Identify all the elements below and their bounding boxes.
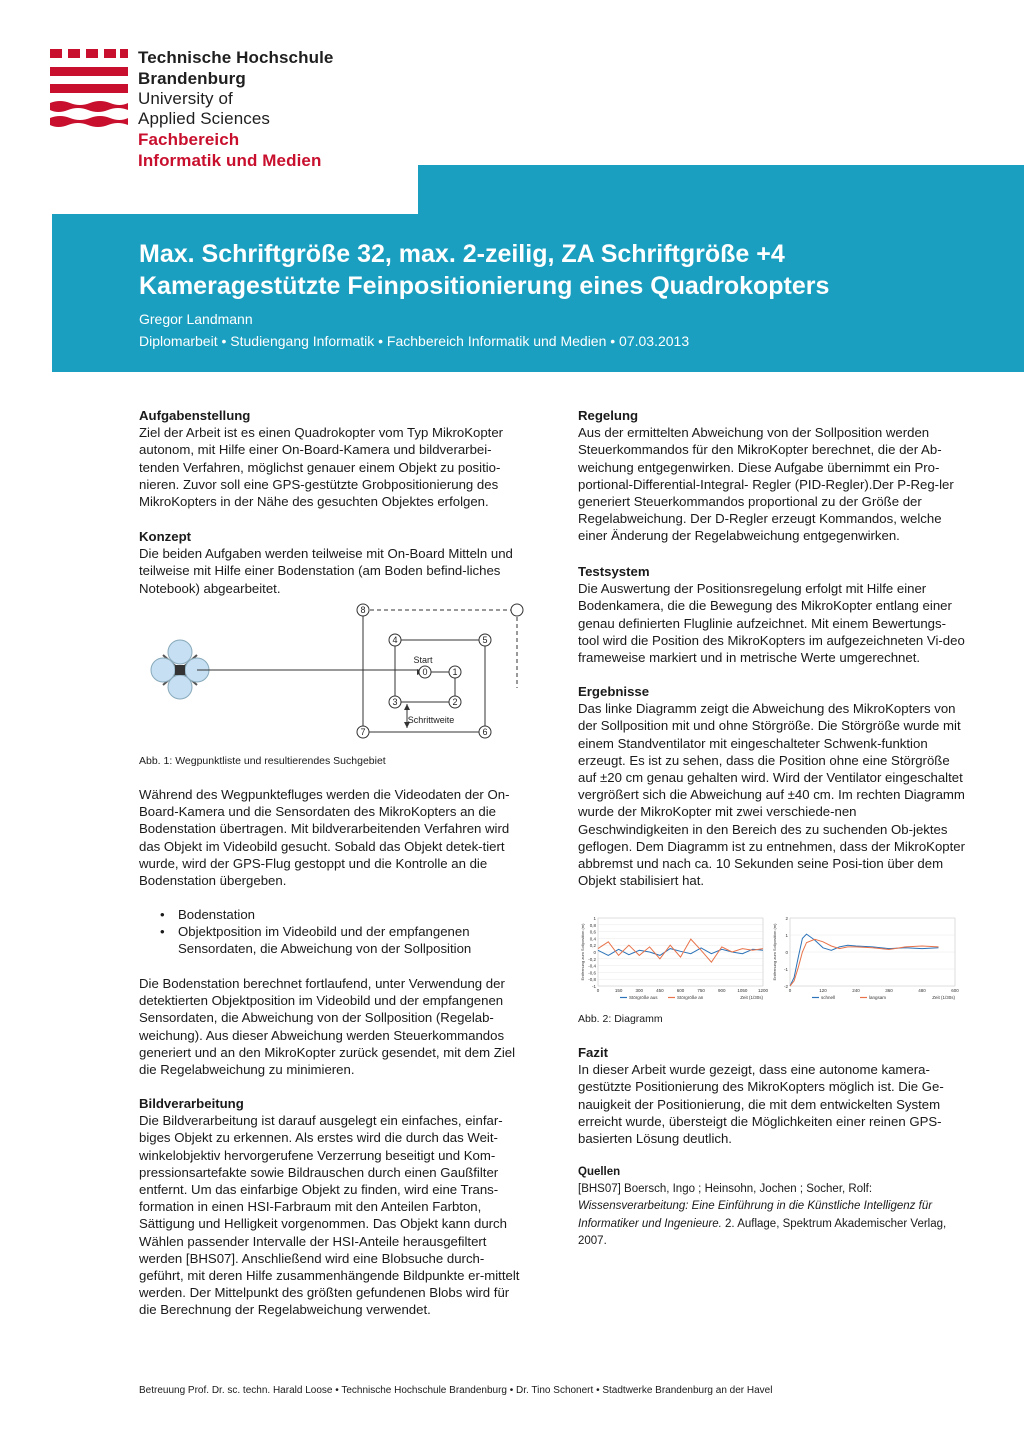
y-axis-label: Entfernung zum Sollposition (m)	[772, 923, 777, 981]
section-ergebnisse	[578, 683, 966, 889]
x-tick-label: 900	[717, 988, 726, 993]
y-tick-label: -1	[783, 967, 788, 972]
institution-name-line3: University of	[138, 89, 233, 108]
test-heading: Testsystem	[578, 564, 650, 579]
figure2-caption: Abb. 2: Diagramm	[578, 1013, 663, 1025]
legend-label: schnell	[821, 995, 836, 1000]
x-tick-label: 480	[918, 988, 926, 993]
regelung-heading: Regelung	[578, 408, 639, 423]
legend-label: Störgröße an	[677, 995, 704, 1000]
x-tick-label: 360	[885, 988, 893, 993]
konzept-text: Die beiden Aufgaben werden teilweise mit On-Board Mitteln und teilweise mit Hilfe einer Bodenstation (am Boden befind-liches Notebook) abgearbeitet.	[139, 546, 513, 596]
y-tick-label: -1	[591, 984, 596, 989]
chart-left	[578, 912, 768, 1004]
y-tick-label: 0,6	[589, 929, 596, 935]
section-bildverarbeitung	[139, 1095, 527, 1319]
ref-authors: [BHS07] Boersch, Ingo ; Heinsohn, Jochen ; Socher, Rolf:	[578, 1183, 873, 1196]
x-tick-label: 0	[596, 988, 600, 993]
y-tick-label: -0,2	[588, 956, 596, 962]
y-tick-label: 0	[785, 950, 788, 955]
waypoints-text: Während des Wegpunktefluges werden die Videodaten der On-Board-Kamera und die Sensordaten des MikroKopters an die Bodenstation übertragen. Mit bildverarbeitenden Verfahren wird das Objekt im Videobild gesucht. Sobald das Objekt detek-tiert wurde, wird der GPS-Flug gestoppt und die Kontrolle an die Bodenstation übergeben.	[139, 787, 510, 889]
x-tick-label: 1200	[757, 988, 768, 993]
x-tick-label: 120	[819, 988, 827, 993]
waypoint-2-label: 2	[452, 697, 458, 707]
waypoint-4-label: 4	[392, 635, 398, 645]
erg-heading: Ergebnisse	[578, 684, 650, 699]
legend-label: langsam	[869, 995, 887, 1000]
waypoint-1-label: 1	[452, 667, 458, 677]
department-line2: Informatik und Medien	[138, 151, 322, 170]
y-tick-label: 0,4	[589, 936, 596, 942]
x-tick-label: 600	[951, 988, 959, 993]
paragraph-waypoints	[139, 786, 529, 889]
banner-tab	[418, 165, 1024, 215]
legend-label: Störgröße aus	[629, 995, 658, 1000]
y-tick-label: -0,6	[588, 970, 596, 976]
waypoint-5-label: 5	[482, 635, 488, 645]
section-fazit	[578, 1044, 966, 1147]
erg-text: Das linke Diagramm zeigt die Abweichung des MikroKopters von der Sollposition mit und ohne Störgröße. Die Störgröße wurde mit einem Standventilator mit eingeschalteter Schwenk-funktion erzeugt. Es ist zu sehen, dass die Position ohne eine Störgröße auf ±20 cm genau gehalten wird. Wird der Ventilator eingeschaltet vergrößert sich die Abweichung auf ±40 cm. Im rechten Diagramm wurde der MikroKopter mit zwei verschiede-nen Geschwindigkeiten in den Bereich des zu suchenden Ob-jektes geflogen. Dem Diagramm ist zu entnehmen, dass der MikroKopter abbremst und nach ca. 10 Sekunden seine Posi-tion über dem Objekt stabilisiert hat.	[578, 701, 966, 889]
x-tick-label: 750	[697, 988, 705, 993]
y-tick-label: -2	[783, 984, 788, 989]
aufgabe-heading: Aufgabenstellung	[139, 408, 251, 423]
meta-line: Diplomarbeit • Studiengang Informatik • Fachbereich Informatik und Medien • 07.03.2013	[139, 333, 690, 349]
bullet-list	[160, 906, 500, 958]
y-tick-label: 2	[785, 916, 788, 921]
x-axis-label: Zeit (1/30s)	[740, 995, 763, 1000]
start-label: Start	[413, 655, 433, 665]
chart-right	[770, 912, 960, 1004]
konzept-heading: Konzept	[139, 529, 192, 544]
university-logo-icon	[50, 47, 130, 127]
title-line1: Max. Schriftgröße 32, max. 2-zeilig, ZA Schriftgröße +4	[139, 240, 785, 268]
aufgabe-text: Ziel der Arbeit ist es einen Quadrokopter vom Typ MikroKopter autonom, mit Hilfe einer On-Board-Kamera und bildverarbei-tenden Verfahren, möglichst genauer einem Objekt zu positio-nieren. Zuvor soll eine GPS-gestützte Grobpositionierung des MikroKopters in der Nähe des gesuchten Objektes erfolgen.	[139, 425, 504, 510]
waypoint-3-label: 3	[392, 697, 398, 707]
department-line1: Fachbereich	[138, 130, 240, 149]
y-tick-label: -0,8	[588, 977, 596, 983]
list-item: • Objektposition im Videobild und der empfangenen Sensordaten, die Abweichung von der Sollposition	[160, 924, 472, 957]
y-tick-label: -0,4	[588, 963, 596, 969]
ref-title: Wissensverarbeitung: Eine Einführung in die Künstliche Intelligenz für Informatiker und Ingenieure.	[578, 1200, 933, 1230]
waypoint-diagram	[145, 600, 530, 745]
section-regelung	[578, 407, 966, 545]
regelung-text: Aus der ermittelten Abweichung von der Sollposition werden Steuerkommandos für den MikroKopter berechnet, die der Ab-weichung entgegenwirken. Diese Aufgabe übernimmt ein Pro-portional-Differential-Integral- Regler (PID-Regler).Der P-Reg-ler generiert Steuerkommandos proportional zu der Größe der Regelabweichung. Der D-Regler erzeugt Kommandos, welche einer Änderung der Regelabweichung entgegenwirken.	[578, 425, 954, 544]
fazit-text: In dieser Arbeit wurde gezeigt, dass eine autonome kamera-gestützte Positionierung des MikroKopters möglich ist. Die Ge-nauigkeit der Positionierung, die mit dem entwickelten System erreicht wurde, übersteigt die Möglichkeiten einer reinen GPS-basierten Lösung deutlich.	[578, 1062, 944, 1147]
x-tick-label: 240	[852, 988, 860, 993]
y-axis-label: Entfernung zum Sollposition (m)	[580, 923, 585, 981]
x-tick-label: 150	[614, 988, 623, 993]
footer: Betreuung Prof. Dr. sc. techn. Harald Loose • Technische Hochschule Brandenburg • Dr. Tino Schonert • Stadtwerke Brandenburg an der Havel	[139, 1385, 773, 1396]
section-testsystem	[578, 563, 966, 666]
test-text: Die Auswertung der Positionsregelung erfolgt mit Hilfe einer Bodenkamera, die die Bewegung des MikroKopter entlang einer genau definierten Fluglinie aufzeichnet. Mit einem Bewertungs-tool wird die Position des MikroKopters im aufgezeichneten Vi-deo frameweise markiert und in metrische Werte umgerechnet.	[578, 581, 965, 666]
y-tick-label: 1	[785, 933, 788, 938]
section-aufgabenstellung	[139, 407, 527, 510]
ref-publisher: 2. Auflage, Spektrum Akademischer Verlag, 2007.	[578, 1217, 947, 1247]
bullet-text-1: Bodenstation	[178, 907, 255, 922]
figure1-caption: Abb. 1: Wegpunktliste und resultierendes Suchgebiet	[139, 755, 386, 767]
x-axis-label: Zeit (1/30s)	[932, 995, 955, 1000]
x-tick-label: 600	[676, 988, 685, 993]
bild-heading: Bildverarbeitung	[139, 1096, 244, 1111]
y-tick-label: 0,2	[589, 943, 596, 949]
x-tick-label: 1050	[737, 988, 748, 993]
waypoint-6-label: 6	[482, 727, 488, 737]
list-item: • Bodenstation	[160, 907, 255, 922]
x-tick-label: 0	[788, 988, 792, 993]
bullet-text-2: Objektposition im Videobild und der empfangenen Sensordaten, die Abweichung von der Sollposition	[178, 924, 472, 957]
fazit-heading: Fazit	[578, 1045, 609, 1060]
schrittweite-label: Schrittweite	[407, 715, 455, 725]
y-tick-label: 0	[593, 950, 596, 955]
section-quellen	[578, 1164, 968, 1250]
reference-entry	[578, 1181, 968, 1250]
bild-text: Die Bildverarbeitung ist darauf ausgelegt ein einfaches, einfar-biges Objekt zu erkennen. Als erstes wird die durch das Weit-winkelobjektiv hervorgerufene Verzerrung beseitigt und Kom-pressionsartefakte sowie Bildrauschen durch einen Gaußfilter entfernt. Um das einfarbige Objekt zu finden, wird eine Trans-formation in einen HSI-Farbraum mit den Anteilen Farbton, Sättigung und Helligkeit vorgenommen. Das Objekt kann durch Wählen passender Intervalle der HSI-Anteile herausgefiltert werden [BHS07]. Anschließend wird eine Blobsuche durch-geführt, mit deren Hilfe zusammenhängende Bildpunkte er-mittelt werden. Der Mittelpunkt des größten gefundenen Blobs wird für die Berechnung der Regelabweichung verwendet.	[139, 1113, 520, 1318]
bodenstation-text: Die Bodenstation berechnet fortlaufend, unter Verwendung der detektierten Objektposition im Videobild und der empfangenen Sensordaten, die Abweichung von der Sollposition (Regelab-weichung). Aus dieser Abweichung werden Steuerkommandos generiert und an den MikroKopter zurück gesendet, mit dem Ziel die Regelabweichung zu minimieren.	[139, 976, 516, 1078]
institution-name-line1: Technische Hochschule	[138, 48, 334, 67]
institution-name-line4: Applied Sciences	[138, 109, 271, 128]
x-tick-label: 300	[635, 988, 644, 993]
institution-name-line2: Brandenburg	[138, 69, 246, 88]
waypoint-7-label: 7	[360, 727, 366, 737]
paragraph-bodenstation	[139, 975, 527, 1078]
title-line2: Kameragestützte Feinpositionierung eines Quadrokopters	[139, 272, 830, 300]
waypoint-0-label: 0	[422, 667, 428, 677]
y-tick-label: 0,8	[589, 922, 596, 928]
y-tick-label: 1	[593, 916, 596, 921]
x-tick-label: 450	[656, 988, 664, 993]
waypoint-8-label: 8	[360, 605, 366, 615]
quellen-heading: Quellen	[578, 1166, 621, 1178]
author: Gregor Landmann	[139, 311, 253, 327]
section-konzept	[139, 528, 527, 597]
